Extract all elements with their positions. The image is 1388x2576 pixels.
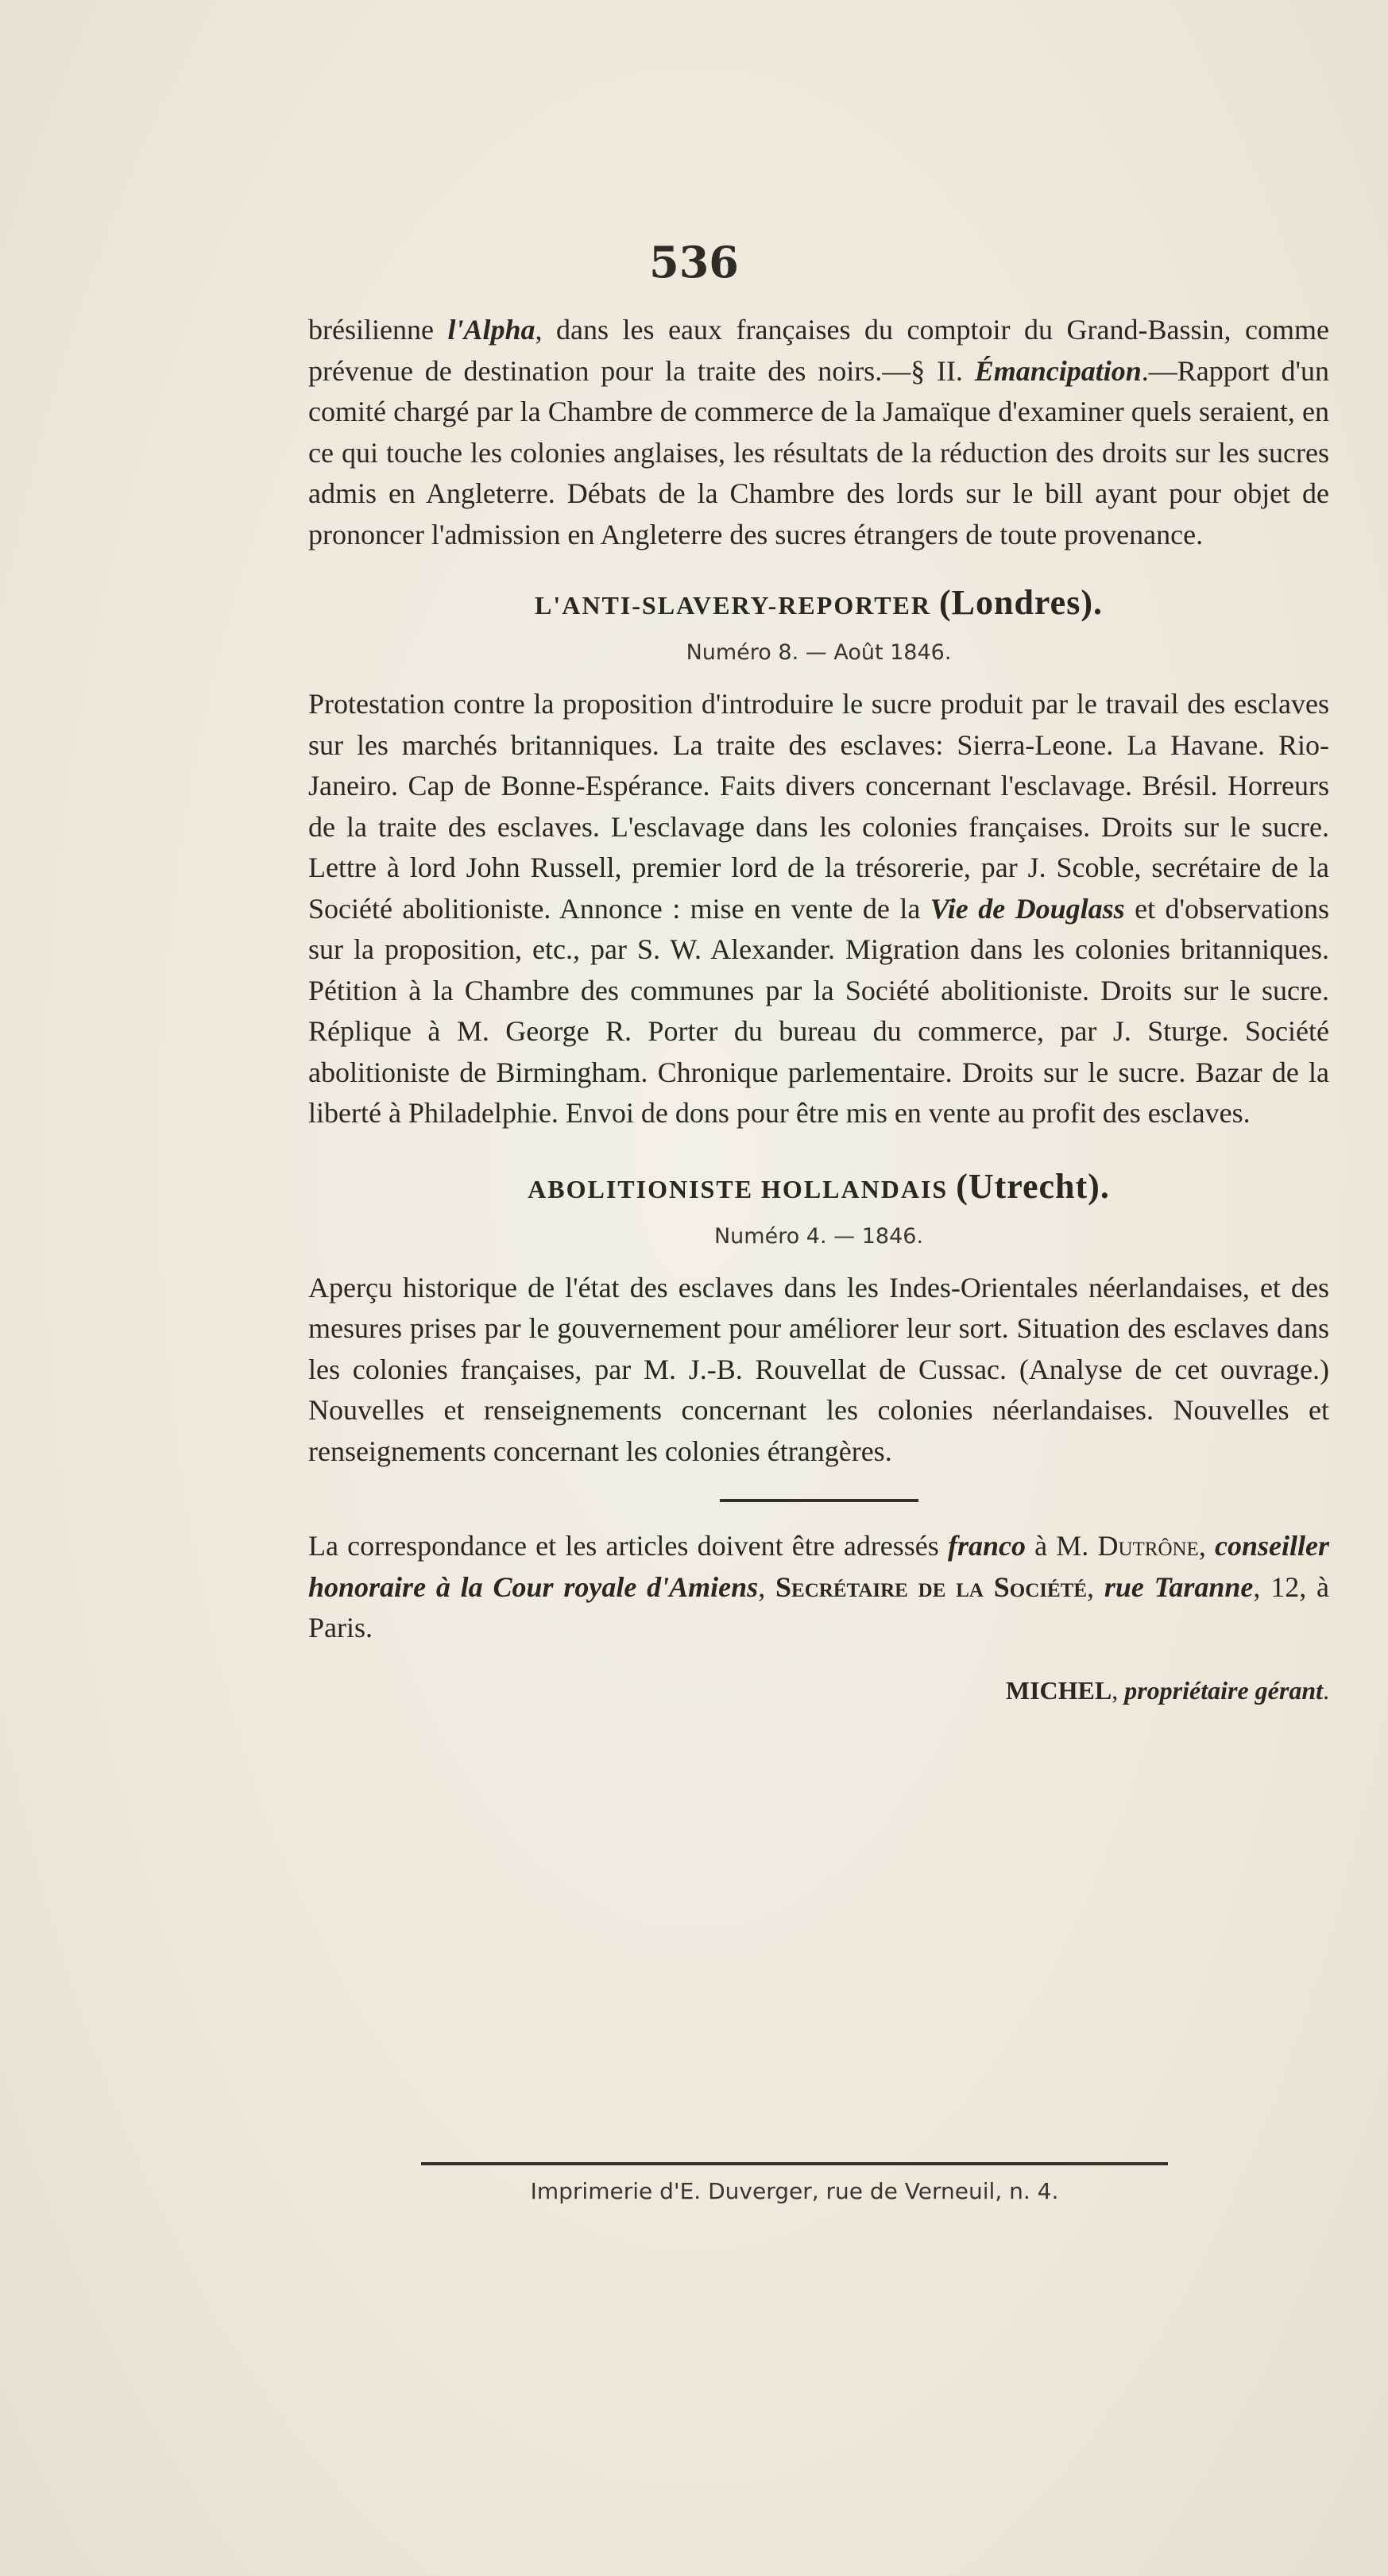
section2-heading bbox=[308, 1166, 1329, 1207]
notice-paragraph bbox=[308, 1526, 1329, 1649]
signature-sep: , bbox=[1112, 1675, 1125, 1705]
notice-role: conseiller honoraire à la Cour royale d'Amiens bbox=[308, 1530, 1329, 1603]
notice-secretary: Secrétaire de la Société bbox=[775, 1570, 1088, 1603]
notice-text-5: , bbox=[1087, 1570, 1104, 1603]
signature-title: propriétaire gérant bbox=[1124, 1675, 1323, 1705]
section2-body: Aperçu historique de l'état des esclaves dans les Indes-Orientales néerlandaises, et des mesures prises par le gouvernement pour améliorer leur sort. Situation des esclaves dans les colonies françaises, par M. J.-B. Rouvellat de Cussac. (Analyse de cet ouvrage.) Nouvelles et renseignements concernant les colonies néerlandaises. Nouvelles et renseignements concernant les colonies étrangères. bbox=[308, 1271, 1329, 1467]
section1-place: (Londres). bbox=[938, 583, 1103, 622]
section1-text-1: Protestation contre la proposition d'introduire le sucre produit par le travail des esclaves sur les marchés britanniques. La traite des esclaves: Sierra-Leone. La Havane. Rio-Janeiro. Cap de Bonne-Espérance. Faits divers concernant l'esclavage. Brésil. Horreurs de la traite des esclaves. L'esclavage dans les colonies françaises. Droits sur le sucre. Lettre à lord John Russell, premier lord de la trésorerie, par J. Scoble, secrétaire de la Société abolitioniste. Annonce : mise en vente de la bbox=[308, 688, 1329, 925]
section1-title: L'ANTI-SLAVERY-REPORTER bbox=[535, 591, 931, 620]
section1-book-title: Vie de Douglass bbox=[930, 892, 1125, 925]
intro-text-2: , dans les eaux françaises du comptoir du Grand-Bassin, comme prévenue de destination pour la traite des noirs.—§ II. bbox=[308, 314, 1329, 387]
section2-title: ABOLITIONISTE HOLLANDAIS bbox=[528, 1174, 949, 1203]
notice-text-1: La correspondance et les articles doivent être adressés bbox=[308, 1530, 948, 1562]
printer-imprint: Imprimerie d'E. Duverger, rue de Verneuil, n. 4. bbox=[530, 2178, 1059, 2204]
section1-text-2: et d'observations sur la proposition, etc., par S. W. Alexander. Migration dans les colonies britanniques. Pétition à la Chambre des communes par la Société abolitioniste. Droits sur le sucre. Réplique à M. George R. Porter du bureau du commerce, par J. Sturge. Société abolitioniste de Birmingham. Chronique parlementaire. Droits sur le sucre. Bazar de la liberté à Philadelphie. Envoi de dons pour être mis en vente au profit des esclaves. bbox=[308, 892, 1329, 1129]
notice-franco: franco bbox=[947, 1530, 1026, 1562]
signature-name: MICHEL bbox=[1005, 1675, 1112, 1705]
notice-street: rue Taranne bbox=[1104, 1570, 1254, 1603]
notice-text-3: , bbox=[1198, 1530, 1216, 1562]
page-number: 536 bbox=[649, 237, 739, 288]
section1-body bbox=[308, 684, 1329, 1134]
intro-paragraph bbox=[308, 310, 1329, 555]
text-column bbox=[308, 310, 1329, 1705]
intro-text-1: brésilienne bbox=[308, 314, 448, 346]
notice-name: Dutrône bbox=[1097, 1530, 1199, 1562]
signature-end: . bbox=[1323, 1675, 1329, 1705]
notice-text-2: à M. bbox=[1025, 1530, 1098, 1562]
intro-text-3: .—Rapport d'un comité chargé par la Chambre de commerce de la Jamaïque d'examiner quels seraient, en ce qui touche les colonies anglaises, les résultats de la réduction des droits sur les sucres admis en Angleterre. Débats de la Chambre des lords sur le bill ayant pour objet de prononcer l'admission en Angleterre des sucres étrangers de toute provenance. bbox=[308, 354, 1330, 550]
section2-issue: Numéro 4. — 1846. bbox=[713, 1223, 924, 1249]
intro-emancipation: Émancipation bbox=[974, 354, 1142, 387]
footer-rule bbox=[421, 2162, 1168, 2165]
notice-text-6: , 12, à Paris. bbox=[308, 1570, 1330, 1643]
section1-heading bbox=[308, 582, 1329, 623]
section2-place: (Utrecht). bbox=[956, 1166, 1110, 1206]
section1-issue: Numéro 8. — Août 1846. bbox=[686, 640, 952, 665]
signature bbox=[308, 1676, 1329, 1705]
intro-ship-name: l'Alpha bbox=[447, 314, 535, 346]
notice-text-4: , bbox=[758, 1570, 776, 1603]
